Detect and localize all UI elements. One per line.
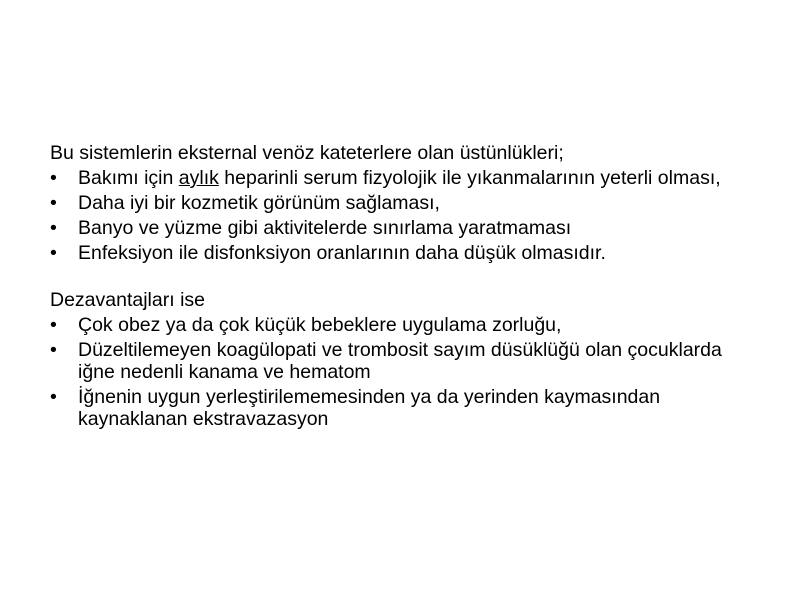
- bullet-icon: •: [50, 217, 57, 239]
- list-item: [50, 217, 750, 239]
- disadvantages-heading: Dezavantajları ise: [50, 289, 205, 311]
- advantages-heading: Bu sistemlerin eksternal venöz kateterlere olan üstünlükleri;: [50, 142, 564, 164]
- bullet-icon: •: [50, 386, 57, 408]
- disadvantages-list: [50, 314, 750, 430]
- bullet-icon: •: [50, 339, 57, 361]
- advantage-text: Banyo ve yüzme gibi aktivitelerde sınırlama yaratmaması: [78, 217, 572, 239]
- bullet-icon: •: [50, 314, 57, 336]
- disadvantage-text: İğnenin uygun yerleştirilememesinden ya da yerinden kaymasından kaynaklanan ekstravazasyon: [78, 386, 661, 430]
- list-item: [50, 167, 750, 189]
- bullet-icon: •: [50, 242, 57, 264]
- advantage-text-underlined: aylık: [178, 167, 219, 189]
- bullet-icon: •: [50, 167, 57, 189]
- list-item: [50, 192, 750, 214]
- advantage-text: Enfeksiyon ile disfonksiyon oranlarının daha düşük olmasıdır.: [78, 242, 606, 264]
- section-spacer: [50, 267, 750, 289]
- slide-body: [50, 142, 750, 433]
- advantage-text-pre: Bakımı için: [78, 167, 179, 189]
- advantages-list: [50, 167, 750, 264]
- advantage-text: Daha iyi bir kozmetik görünüm sağlaması,: [78, 192, 440, 214]
- bullet-icon: •: [50, 192, 57, 214]
- list-item: [50, 386, 750, 430]
- disadvantage-text: Düzeltilemeyen koagülopati ve trombosit sayım düsüklüğü olan çocuklarda iğne nedenli kanama ve hematom: [78, 339, 722, 383]
- list-item: [50, 314, 750, 336]
- list-item: [50, 242, 750, 264]
- advantage-text-post: heparinli serum fizyolojik ile yıkanmalarının yeterli olması,: [218, 167, 721, 189]
- disadvantage-text: Çok obez ya da çok küçük bebeklere uygulama zorluğu,: [78, 314, 562, 336]
- list-item: [50, 339, 750, 383]
